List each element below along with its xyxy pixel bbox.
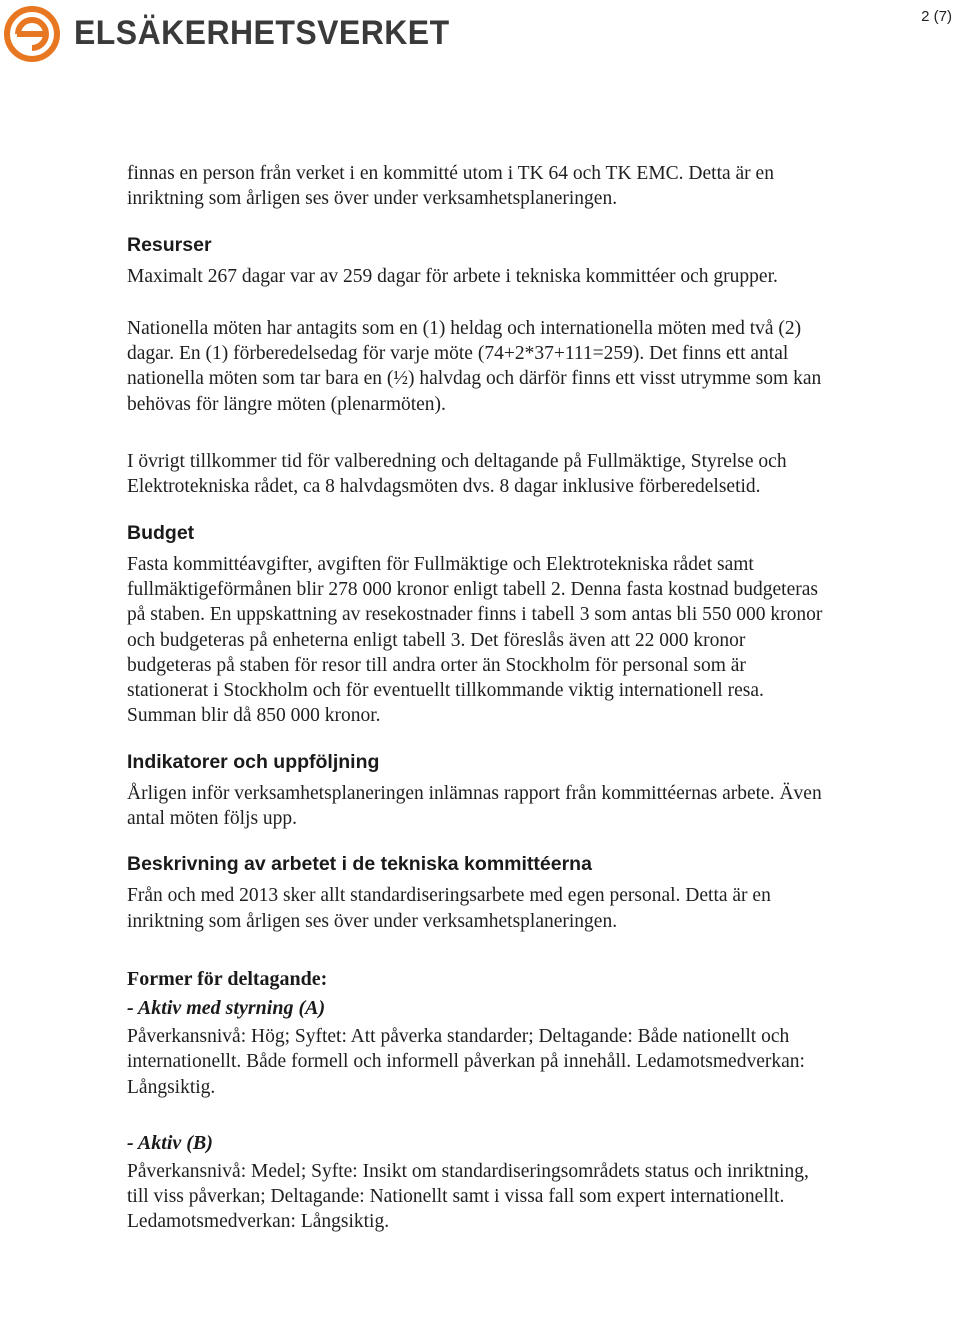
resurser-paragraph-2: Nationella möten har antagits som en (1) heldag och internationella möten med två (2) dagar. En (1) förberedelsedag för varje möte (74+2*37+111=259). Det finns ett antal nationella möten som tar bara en (½) halvdag och därför finns ett visst utrymme som kan behövas för längre möten (plenarmöten).: [127, 317, 822, 415]
budget-paragraph: Fasta kommittéavgifter, avgiften för Fullmäktige och Elektrotekniska rådet samt fullmäktigeförmånen blir 278 000 kronor enligt tabell 2. Denna fasta kostnad budgeteras på staben. En uppskattning av resekostnader finns i tabell 3 som antas bli 550 000 kronor och budgeteras på enheterna enligt tabell 3. Det föreslås även att 22 000 kronor budgeteras på staben för resor till andra orter än Stockholm för personal som är stationerat i Stockholm och för eventuellt tillkommande viktig internationell resa. Summan blir då 850 000 kronor.: [127, 553, 823, 727]
resurser-paragraph-1: Maximalt 267 dagar var av 259 dagar för arbete i tekniska kommittéer och grupper.: [127, 265, 778, 287]
resurser-paragraph-3: I övrigt tillkommer tid för valberedning och deltagande på Fullmäktige, Styrelse och Elektrotekniska rådet, ca 8 halvdagsmöten dvs. 8 dagar inklusive förberedelsetid.: [127, 451, 787, 498]
heading-aktiv-med-styrning: - Aktiv med styrning (A): [127, 996, 326, 1019]
heading-former: Former för deltagande:: [127, 967, 328, 990]
heading-budget: Budget: [127, 521, 195, 544]
page-header: [0, 0, 960, 70]
beskrivning-paragraph: Från och med 2013 sker allt standardiseringsarbete med egen personal. Detta är en inriktning som årligen ses över under verksamhetsplaneringen.: [127, 885, 771, 932]
heading-beskrivning: Beskrivning av arbetet i de tekniska kommittéerna: [127, 853, 592, 876]
heading-resurser: Resurser: [127, 233, 212, 256]
aktiv-text: Påverkansnivå: Medel; Syfte: Insikt om standardiseringsområdets status och inriktning, till viss påverkan; Deltagande: Nationellt samt i vissa fall som expert internationellt. Ledamotsmedverkan: Långsiktig.: [127, 1160, 809, 1233]
heading-indikatorer: Indikatorer och uppföljning: [127, 750, 380, 773]
intro-paragraph: finnas en person från verket i en kommitté utom i TK 64 och TK EMC. Detta är en inriktning som årligen ses över under verksamhetsplaneringen.: [127, 163, 774, 210]
indikatorer-paragraph: Årligen inför verksamhetsplaneringen inlämnas rapport från kommittéernas arbete. Även antal möten följs upp.: [127, 782, 822, 830]
elsakerhetsverket-logo-icon: [2, 4, 62, 64]
page-number: 2 (7): [921, 8, 952, 25]
document-body: [127, 161, 827, 1235]
heading-aktiv: - Aktiv (B): [127, 1131, 213, 1154]
aktiv-med-styrning-text: Påverkansnivå: Hög; Syftet: Att påverka standarder; Deltagande: Både nationellt och internationellt. Både formell och informell påverkan på innehåll. Ledamotsmedverkan: Långsiktig.: [127, 1025, 805, 1098]
brand-name: ELSÄKERHETSVERKET: [74, 14, 450, 52]
